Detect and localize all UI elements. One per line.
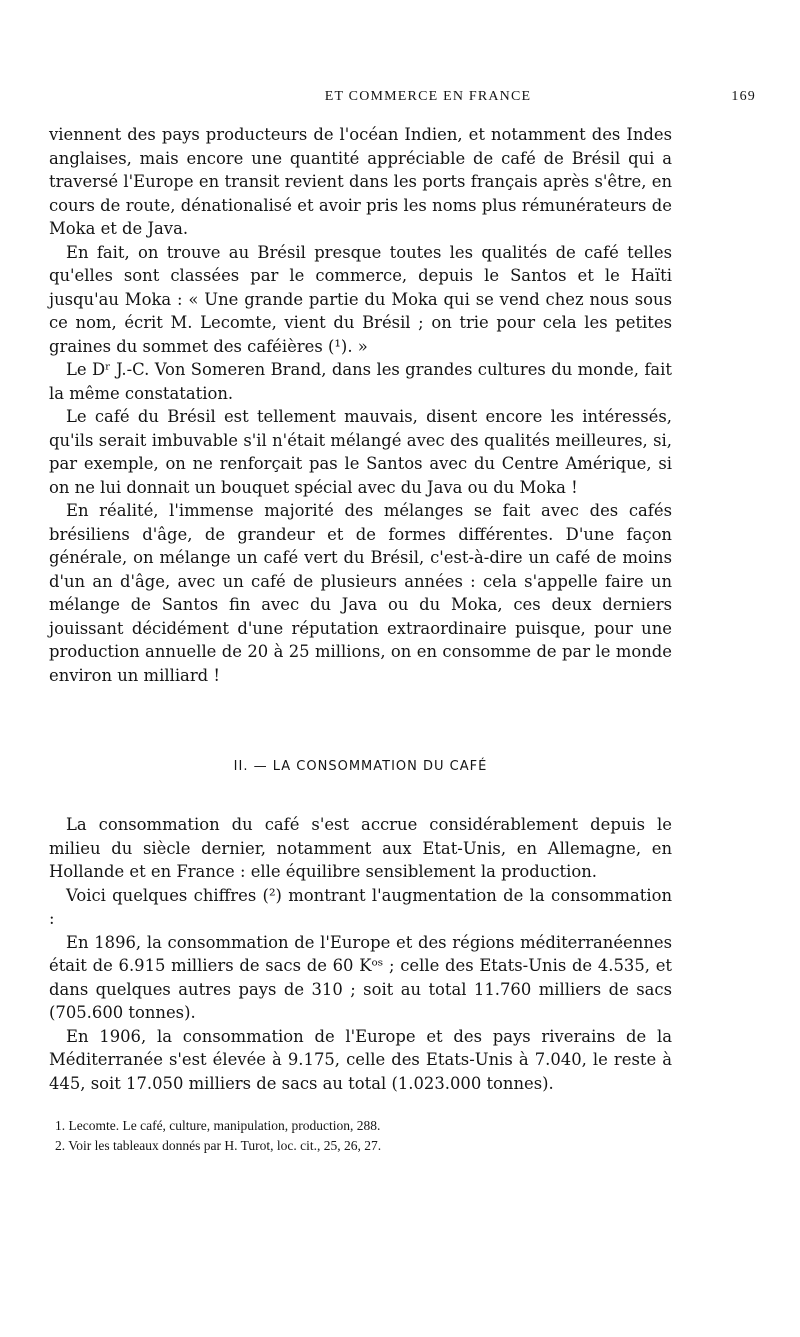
running-head bbox=[50, 89, 756, 113]
page-number: 169 bbox=[731, 89, 756, 104]
running-head-title: ET COMMERCE EN FRANCE bbox=[324, 89, 532, 104]
text-block-top bbox=[49, 123, 672, 687]
footnote: 2. Voir les tableaux donnés par H. Turot, loc. cit., 25, 26, 27. bbox=[55, 1138, 382, 1153]
paragraph: Le Dʳ J.-C. Von Someren Brand, dans les grandes cultures du monde, fait la même constatation. bbox=[49, 360, 672, 403]
paragraph: En 1906, la consommation de l'Europe et des pays riverains de la Méditerranée s'est élevée à 9.175, celle des Etats-Unis à 7.040, le reste à 445, soit 17.050 milliers de sacs au total (1.023.000 tonnes). bbox=[49, 1026, 672, 1093]
section-heading: II. — LA CONSOMMATION DU CAFÉ bbox=[233, 759, 488, 774]
paragraph: Le café du Brésil est tellement mauvais, disent encore les intéressés, qu'ils serait imbuvable s'il n'était mélangé avec des qualités meilleures, si, par exemple, on ne renforçait pas le Santos avec du Centre Amérique, si on ne lui donnait un bouquet spécial avec du Java ou du Moka ! bbox=[49, 407, 672, 497]
paragraph: Voici quelques chiffres (²) montrant l'augmentation de la consommation : bbox=[49, 885, 672, 928]
paragraph: La consommation du café s'est accrue considérablement depuis le milieu du siècle dernier, notamment aux Etat-Unis, en Allemagne, en Hollande et en France : elle équilibre sensiblement la production. bbox=[49, 815, 672, 881]
paragraph: En réalité, l'immense majorité des mélanges se fait avec des cafés brésiliens d'âge, de grandeur et de formes différentes. D'une façon générale, on mélange un café vert du Brésil, c'est-à-dire un café de moins d'un an d'âge, avec un café de plusieurs années : cela s'appelle faire un mélange de Santos fin avec du Java ou du Moka, ces deux derniers jouissant décidément d'une réputation extraordinaire puisque, pour une production annuelle de 20 à 25 millions, on en consomme de par le monde environ un milliard ! bbox=[49, 501, 672, 685]
text-block-bottom bbox=[49, 813, 672, 1095]
paragraph: viennent des pays producteurs de l'océan Indien, et notamment des Indes anglaises, mais encore une quantité appréciable de café de Brésil qui a traversé l'Europe en transit revient dans les ports français après s'être, en cours de route, dénationalisé et avoir pris les noms plus rémunérateurs de Moka et de Java. bbox=[49, 125, 672, 238]
paragraph: En 1896, la consommation de l'Europe et des régions méditerranéennes était de 6.915 milliers de sacs de 60 Kᵒˢ ; celle des Etats-Unis de 4.535, et dans quelques autres pays de 310 ; soit au total 11.760 milliers de sacs (705.600 tonnes). bbox=[49, 932, 672, 1022]
footnote: 1. Lecomte. Le café, culture, manipulation, production, 288. bbox=[55, 1118, 381, 1133]
footnotes bbox=[55, 1116, 695, 1156]
paragraph: En fait, on trouve au Brésil presque toutes les qualités de café telles qu'elles sont classées par le commerce, depuis le Santos et le Haïti jusqu'au Moka : « Une grande partie du Moka qui se vend chez nous sous ce nom, écrit M. Lecomte, vient du Brésil ; on trie pour cela les petites graines du sommet des caféières (¹). » bbox=[49, 242, 672, 356]
